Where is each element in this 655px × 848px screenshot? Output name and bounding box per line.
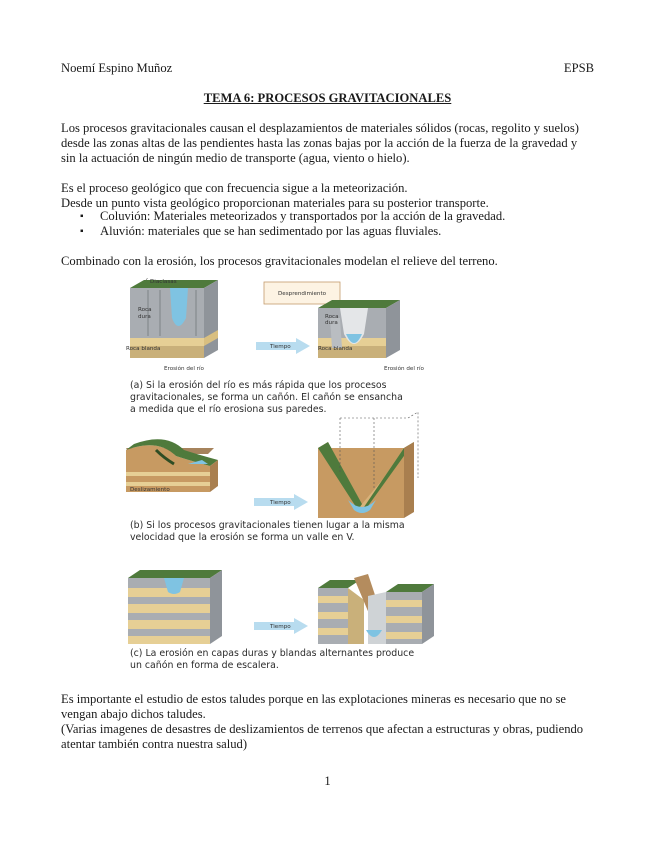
text-line: vengan abajo dichos taludes. — [61, 707, 206, 721]
caption-line: un cañón en forma de escalera. — [130, 660, 279, 671]
label-roca-dura-2: dura — [138, 314, 151, 320]
text-line: sin la actuación de ningún medio de transporte (agua, viento o hielo). — [61, 151, 410, 165]
text-line: Es importante el estudio de estos taludes porque en las explotaciones mineras es necesario que no se — [61, 692, 566, 706]
bullet-list — [78, 209, 598, 239]
label-tiempo-c: Tiempo — [270, 624, 291, 630]
gravitational-processes-figure — [118, 278, 458, 678]
text-line: atentar también contra nuestra salud) — [61, 737, 248, 751]
combined-paragraph: Combinado con la erosión, los procesos gravitacionales modelan el relieve del terreno. — [61, 254, 498, 268]
text-line: Es el proceso geológico que con frecuencia sigue a la meteorización. — [61, 181, 408, 195]
text-line: Desde un punto vista geológico proporcionan materiales para su posterior transporte. — [61, 196, 489, 210]
importance-paragraph — [61, 692, 601, 752]
caption-c — [130, 648, 414, 672]
list-item: ▪ Aluvión: materiales que se han sedimentado por las aguas fluviales. — [78, 224, 598, 239]
label-roca-dura-1: Roca — [325, 314, 339, 320]
label-roca-blanda: Roca blanda — [126, 346, 161, 352]
panel-c-after — [318, 574, 434, 644]
label-diaclasas: Diaclasas — [150, 279, 177, 285]
label-tiempo-b: Tiempo — [270, 500, 291, 506]
figure-illustration — [118, 278, 458, 678]
text-line: (Varias imagenes de desastres de deslizamientos de terrenos que afectan a estructuras y obras, pudiendo — [61, 722, 584, 736]
caption-line: velocidad que la erosión se forma un valle en V. — [130, 532, 355, 543]
label-erosion-rio: Erosión del río — [384, 366, 424, 372]
text-line: desde las zonas altas de las pendientes hasta las zonas bajas por la acción de la fuerza de la gravedad y — [61, 136, 578, 150]
label-roca-blanda: Roca blanda — [318, 346, 353, 352]
panel-c-before — [128, 570, 222, 644]
list-item: ▪ Coluvión: Materiales meteorizados y transportados por la acción de la gravedad. — [78, 209, 598, 224]
page-title: TEMA 6: PROCESOS GRAVITACIONALES — [203, 91, 452, 105]
label-desprendimiento: Desprendimiento — [278, 291, 327, 297]
label-deslizamiento: Deslizamiento — [130, 487, 170, 493]
caption-a — [130, 380, 403, 416]
panel-b-before — [126, 439, 218, 492]
label-erosion-rio: Erosión del río — [164, 366, 204, 372]
caption-line: a medida que el río erosiona sus paredes. — [130, 404, 327, 415]
caption-line: (a) Si la erosión del río es más rápida que los procesos — [130, 380, 387, 391]
caption-line: gravitacionales, se forma un cañón. El cañón se ensancha — [130, 392, 403, 403]
text-line: Los procesos gravitacionales causan el desplazamientos de materiales sólidos (rocas, regolito y suelos) — [61, 121, 579, 135]
page-number: 1 — [324, 774, 331, 788]
school-name: EPSB — [563, 61, 594, 75]
label-roca-dura-1: Roca — [138, 307, 152, 313]
label-roca-dura-2: dura — [325, 320, 338, 326]
panel-b-after — [318, 412, 418, 518]
label-tiempo-a: Tiempo — [270, 344, 291, 350]
meteorization-paragraph — [61, 181, 601, 211]
intro-paragraph — [61, 121, 601, 166]
author-name: Noemí Espino Muñoz — [61, 61, 173, 75]
caption-line: (c) La erosión en capas duras y blandas alternantes produce — [130, 648, 415, 659]
caption-line: (b) Si los procesos gravitacionales tienen lugar a la misma — [130, 520, 405, 531]
caption-b — [130, 520, 405, 544]
